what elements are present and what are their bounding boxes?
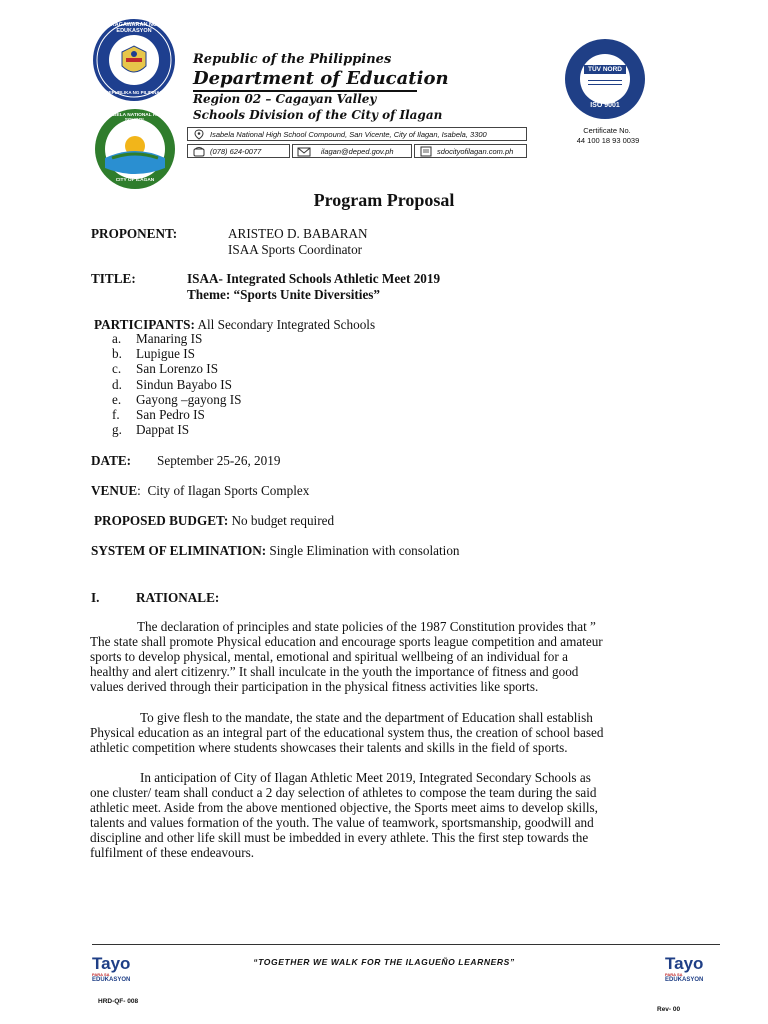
- tayo-logo-right: Tayo PARA SA EDUKASYON: [665, 955, 721, 983]
- event-title: ISAA- Integrated Schools Athletic Meet 2019: [187, 271, 441, 286]
- venue-value: City of Ilagan Sports Complex: [147, 483, 310, 498]
- proponent-name: ARISTEO D. BABARAN: [228, 226, 368, 241]
- elimination-line: [91, 543, 460, 558]
- school-seal-bottom: CITY OF ILAGAN: [115, 178, 155, 183]
- date-label: DATE:: [91, 453, 132, 468]
- budget-label: PROPOSED BUDGET:: [94, 513, 229, 528]
- participants-list: [112, 331, 242, 437]
- tuv-brand: TÜV NORD: [588, 66, 622, 73]
- tayo-logo-main: Tayo: [92, 954, 131, 973]
- certificate-number: 44 100 18 93 0039: [576, 136, 640, 145]
- department-line: Department of Education: [193, 68, 449, 89]
- phone-icon: [192, 146, 206, 157]
- phone-box: [187, 144, 290, 158]
- list-item: g. Dappat IS: [112, 422, 190, 438]
- list-item: a. Manaring IS: [112, 331, 203, 346]
- website-text[interactable]: sdocityofilagan.com.ph: [437, 147, 514, 156]
- certificate-label: Certificate No.: [583, 126, 631, 135]
- rationale-number: I.: [91, 590, 100, 605]
- region-line: Region 02 – Cagayan Valley: [193, 92, 377, 106]
- address-box: [187, 127, 527, 141]
- email-box: [292, 144, 412, 158]
- venue-line: VENUE: City of Ilagan Sports Complex: [91, 483, 310, 498]
- email-text[interactable]: ilagan@deped.gov.ph: [321, 147, 394, 156]
- budget-value: No budget required: [231, 513, 335, 528]
- envelope-icon: [297, 146, 311, 157]
- address-text: Isabela National High School Compound, San Vicente, City of Ilagan, Isabela, 3300: [210, 130, 487, 139]
- budget-line: [94, 513, 334, 528]
- republic-line: Republic of the Philippines: [193, 52, 392, 67]
- list-item: f. San Pedro IS: [112, 406, 205, 422]
- iso-label: ISO 9001: [590, 102, 620, 109]
- deped-seal-text: KAGAWARAN NG EDUKASYON: [110, 22, 158, 34]
- phone-text: (078) 624-0077: [210, 147, 262, 156]
- proponent-label: PROPONENT:: [91, 226, 178, 241]
- proponent-role: ISAA Sports Coordinator: [228, 242, 363, 257]
- footer-rule: [92, 944, 720, 945]
- rationale-paragraph-2: To give flesh to the mandate, the state and the department of Education shall establish Physical education as an integral part of the educational system thus, the creation of school based athletic competition where students showcases their talents and skills in the field of sports.: [90, 710, 604, 755]
- location-icon: [192, 129, 206, 140]
- revision-number: Rev- 00: [657, 1006, 681, 1013]
- rationale-paragraph-3: In anticipation of City of Ilagan Athletic Meet 2019, Integrated Secondary Schools as one cluster/ team shall conduct a 2 day selection of athletes to compose the team during the said athletic meet. Aside from the above mentioned objective, the Sports meet aims to develop skills, talents and values formation of the youth. The value of teamwork, sportsmanship, goodwill and discipline and other life skill must be imbedded in every athlete. This the first step towards the fulfilment of these endeavours.: [90, 770, 598, 860]
- participants-line: [94, 317, 375, 332]
- participants-value: All Secondary Integrated Schools: [197, 317, 376, 332]
- rationale-paragraph-1: The declaration of principles and state policies of the 1987 Constitution provides that ” The state shall promote Physical education and encourage sports league competition and amateur sports to develop physical, mental, emotional and spiritual wellbeing of an individual for a healthy and alert citizenry.” It shall inculcate in the youth the importance of fitness and good values derived through their participation in the physical fitness activities like sports.: [90, 619, 603, 694]
- school-seal-text: ISABELA NATIONAL HIGH SCHOOL: [105, 113, 165, 123]
- tayo-logo-main: Tayo: [665, 954, 704, 973]
- participants-label: PARTICIPANTS:: [94, 317, 195, 332]
- elimination-value: Single Elimination with consolation: [269, 543, 460, 558]
- title-label: TITLE:: [91, 271, 136, 286]
- list-item: c. San Lorenzo IS: [112, 361, 219, 377]
- tayo-logo-left: Tayo PARA SA EDUKASYON: [92, 955, 148, 983]
- elimination-label: SYSTEM OF ELIMINATION:: [91, 543, 267, 558]
- list-item: e. Gayong –gayong IS: [112, 391, 242, 407]
- date-value: September 25-26, 2019: [157, 453, 281, 468]
- form-code: HRD-QF- 008: [98, 998, 139, 1005]
- event-theme: Theme: “Sports Unite Diversities”: [187, 287, 381, 302]
- venue-label: VENUE: [91, 483, 138, 498]
- division-line: Schools Division of the City of Ilagan: [193, 108, 443, 122]
- footer-motto: “TOGETHER WE WALK FOR THE ILAGUEÑO LEARNERS”: [253, 957, 515, 967]
- deped-seal-bottom: REPUBLIKA NG PILIPINAS: [105, 90, 163, 95]
- web-page-icon: [419, 146, 433, 157]
- list-item: d. Sindun Bayabo IS: [112, 376, 232, 392]
- rationale-heading: RATIONALE:: [136, 590, 220, 605]
- list-item: b. Lupigue IS: [112, 346, 195, 362]
- website-box: [414, 144, 527, 158]
- page-title: Program Proposal: [313, 190, 455, 210]
